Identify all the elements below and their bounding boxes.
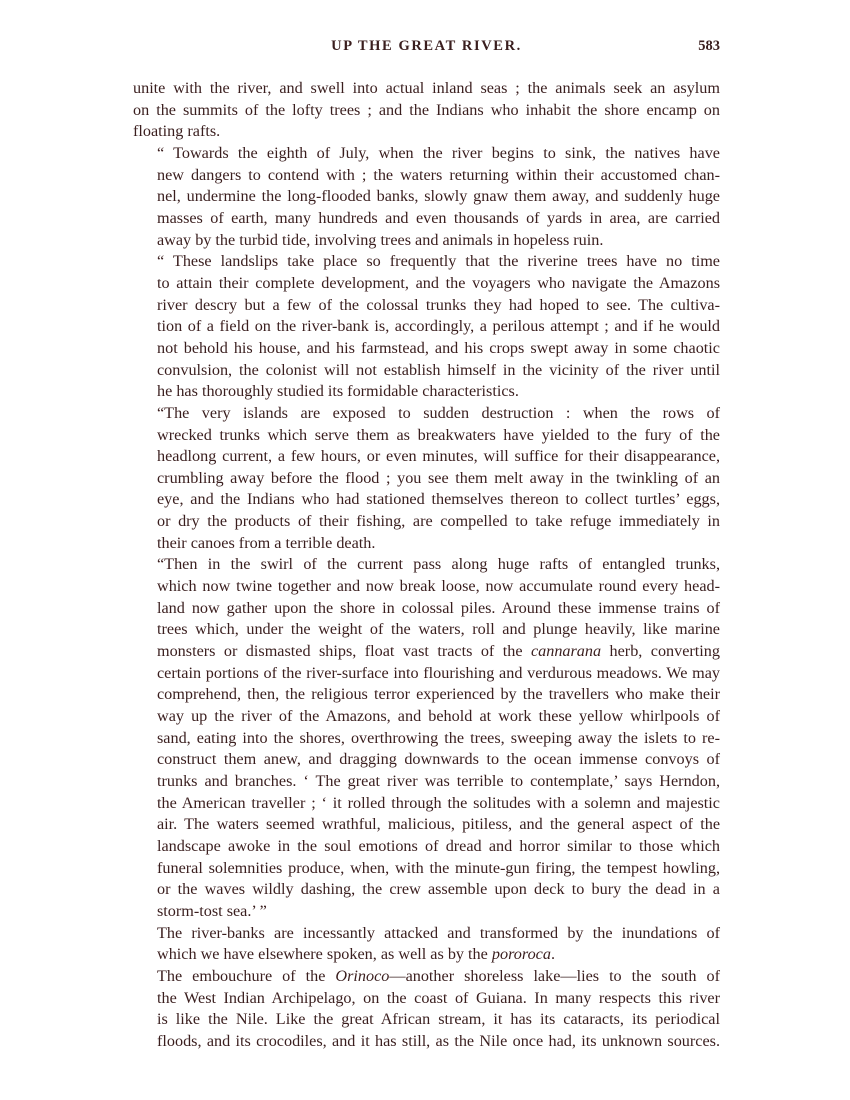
- text-line: [133, 403, 720, 425]
- line-text: trees which, under the weight of the waters, roll and plunge heavily, like marine: [157, 620, 720, 639]
- line-text: headlong current, a few hours, or even minutes, will suffice for their disappearance,: [157, 447, 720, 466]
- line-text: which we have elsewhere spoken, as well as by the: [157, 945, 492, 964]
- line-text: “ Towards the eighth of July, when the river begins to sink, the natives have: [157, 143, 720, 162]
- paragraph: [133, 403, 720, 555]
- line-text: the American traveller ; ‘ it rolled through the solitudes with a solemn and majestic: [157, 793, 720, 812]
- line-text: crumbling away before the flood ; you see them melt away in the twinkling of an: [157, 468, 720, 487]
- text-line: [133, 360, 720, 382]
- line-text: air. The waters seemed wrathful, malicious, pitiless, and the general aspect of the: [157, 815, 720, 834]
- text-line: [133, 879, 720, 901]
- line-text: storm-tost sea.’ ”: [157, 901, 267, 920]
- text-line: [133, 814, 720, 836]
- line-text: nel, undermine the long-flooded banks, slowly gnaw them away, and suddenly huge: [157, 187, 720, 206]
- line-text: landscape awoke in the soul emotions of dread and horror similar to those which: [157, 836, 720, 855]
- paragraph: [133, 251, 720, 403]
- line-text: .: [550, 945, 555, 964]
- line-text: tion of a field on the river-bank is, accordingly, a perilous attempt ; and if he would: [157, 317, 720, 336]
- line-text: “Then in the swirl of the current pass along huge rafts of entangled trunks,: [157, 555, 720, 574]
- text-line: [133, 489, 720, 511]
- line-text: funeral solemnities produce, when, with the minute-gun firing, the tempest howling,: [157, 858, 720, 877]
- line-text: unite with the river, and swell into actual inland seas ; the animals seek an asylum: [133, 79, 720, 97]
- text-line: [133, 121, 720, 143]
- line-text: sand, eating into the shores, overthrowing the trees, sweeping away the islets to re-: [157, 728, 720, 747]
- text-line: [133, 78, 720, 100]
- line-text: eye, and the Indians who had stationed themselves thereon to collect turtles’ eggs,: [157, 490, 720, 509]
- text-line: [133, 706, 720, 728]
- line-text: construct them anew, and dragging downwards to the ocean immense convoys of: [157, 750, 720, 769]
- text-line: [133, 251, 720, 273]
- line-text: floating rafts.: [133, 122, 221, 141]
- running-title: UP THE GREAT RIVER.: [331, 38, 522, 54]
- line-text: or dry the products of their fishing, are compelled to take refuge immediately in: [157, 512, 720, 531]
- text-line: [133, 576, 720, 598]
- line-text: herb, converting: [601, 642, 720, 661]
- text-line: [133, 1031, 720, 1053]
- text-line: [133, 316, 720, 338]
- line-text: which now twine together and now break loose, now accumulate round every head-: [157, 577, 720, 596]
- line-text: away by the turbid tide, involving trees and animals in hopeless ruin.: [157, 230, 604, 249]
- text-line: [133, 468, 720, 490]
- text-line: [133, 273, 720, 295]
- text-line: [133, 425, 720, 447]
- text-line: [133, 901, 720, 923]
- line-text: wrecked trunks which serve them as breakwaters have yielded to the fury of the: [157, 425, 720, 444]
- line-text: convulsion, the colonist will not establish himself in the vicinity of the river until: [157, 360, 720, 379]
- text-line: [133, 186, 720, 208]
- text-line: [133, 749, 720, 771]
- line-text: —another shoreless lake—lies to the south of: [389, 966, 720, 985]
- paragraph: [133, 554, 720, 922]
- text-line: [133, 771, 720, 793]
- text-line: [133, 641, 720, 663]
- line-text: The embouchure of the: [157, 966, 336, 985]
- text-line: [133, 295, 720, 317]
- running-head: [133, 38, 720, 62]
- text-line: [133, 100, 720, 122]
- paragraph: [133, 966, 720, 1053]
- italic-term: pororoca: [491, 945, 551, 964]
- text-line: [133, 966, 720, 988]
- body-text: [133, 78, 720, 1053]
- text-line: [133, 684, 720, 706]
- text-line: [133, 165, 720, 187]
- text-line: [133, 1009, 720, 1031]
- text-line: [133, 619, 720, 641]
- line-text: masses of earth, many hundreds and even thousands of yards in area, are carried: [157, 208, 720, 227]
- line-text: The river-banks are incessantly attacked and transformed by the inundations of: [157, 923, 720, 942]
- page-number: 583: [698, 38, 720, 54]
- text-line: [133, 381, 720, 403]
- line-text: he has thoroughly studied its formidable characteristics.: [157, 382, 519, 401]
- text-line: [133, 944, 720, 966]
- line-text: “The very islands are exposed to sudden destruction : when the rows of: [157, 403, 720, 422]
- text-line: [133, 988, 720, 1010]
- line-text: trunks and branches. ‘ The great river was terrible to contemplate,’ says Herndon,: [157, 772, 720, 790]
- line-text: way up the river of the Amazons, and behold at work these yellow whirlpools of: [157, 707, 720, 726]
- line-text: the West Indian Archipelago, on the coast of Guiana. In many respects this river: [157, 988, 720, 1007]
- line-text: or the waves wildly dashing, the crew assemble upon deck to bury the dead in a: [157, 880, 720, 899]
- text-line: [133, 793, 720, 815]
- line-text: on the summits of the lofty trees ; and the Indians who inhabit the shore encamp on: [133, 100, 720, 119]
- line-text: floods, and its crocodiles, and it has still, as the Nile once had, its unknown sources.: [157, 1031, 720, 1050]
- text-line: [133, 533, 720, 555]
- line-text: “ These landslips take place so frequently that the riverine trees have no time: [157, 252, 720, 271]
- text-line: [133, 728, 720, 750]
- line-text: comprehend, then, the religious terror experienced by the travellers who make their: [157, 685, 720, 704]
- line-text: certain portions of the river-surface into flourishing and verdurous meadows. We may: [157, 663, 720, 682]
- text-line: [133, 858, 720, 880]
- line-text: not behold his house, and his farmstead, and his crops swept away in some chaotic: [157, 338, 720, 357]
- line-text: to attain their complete development, and the voyagers who navigate the Amazons: [157, 273, 720, 292]
- line-text: their canoes from a terrible death.: [157, 533, 376, 552]
- line-text: monsters or dismasted ships, float vast tracts of the: [157, 642, 531, 661]
- paragraph: [133, 923, 720, 966]
- italic-term: Orinoco: [335, 966, 390, 985]
- text-line: [133, 511, 720, 533]
- text-line: [133, 663, 720, 685]
- text-line: [133, 836, 720, 858]
- text-line: [133, 230, 720, 252]
- text-line: [133, 923, 720, 945]
- text-line: [133, 143, 720, 165]
- text-line: [133, 338, 720, 360]
- line-text: river descry but a few of the colossal trunks they had hoped to see. The cultiva-: [157, 295, 720, 314]
- line-text: new dangers to contend with ; the waters returning within their accustomed chan-: [157, 165, 720, 184]
- text-line: [133, 554, 720, 576]
- text-line: [133, 208, 720, 230]
- text-line: [133, 446, 720, 468]
- text-line: [133, 598, 720, 620]
- paragraph: [133, 143, 720, 251]
- italic-term: cannarana: [530, 642, 602, 661]
- line-text: is like the Nile. Like the great African stream, it has its cataracts, its periodical: [157, 1010, 720, 1029]
- paragraph: [133, 78, 720, 143]
- line-text: land now gather upon the shore in colossal piles. Around these immense trains of: [157, 598, 720, 617]
